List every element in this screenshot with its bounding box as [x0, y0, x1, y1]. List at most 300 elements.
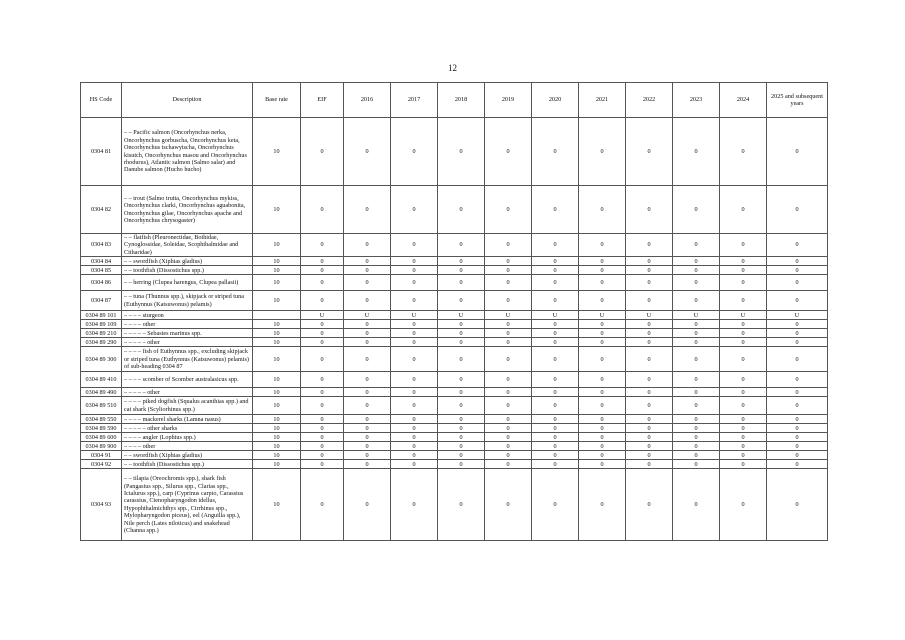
staging-rate-cell: 0 [391, 347, 438, 372]
staging-rate-cell: 0 [391, 320, 438, 329]
table-row [81, 388, 828, 397]
staging-rate-cell: 0 [720, 397, 767, 415]
staging-rate-cell: U [673, 311, 720, 320]
table-row [81, 234, 828, 257]
staging-rate-cell: 0 [344, 424, 391, 433]
staging-rate-cell: 0 [720, 388, 767, 397]
staging-rate-cell: 0 [344, 347, 391, 372]
hs-code-cell: 0304 89 600 [81, 433, 122, 442]
staging-rate-cell: 0 [532, 320, 579, 329]
staging-rate-cell: 0 [344, 415, 391, 424]
staging-rate-cell: 0 [485, 338, 532, 347]
staging-rate-cell: 0 [301, 415, 344, 424]
staging-rate-cell: 0 [673, 329, 720, 338]
staging-rate-cell: 0 [673, 388, 720, 397]
table-row [81, 338, 828, 347]
staging-rate-cell: 0 [532, 388, 579, 397]
description-cell: – – tuna (Thunnus spp.), skipjack or striped tuna (Euthynnus (Katsuwonus) pelamis) [122, 291, 253, 311]
staging-rate-cell: 0 [485, 257, 532, 266]
hs-code-cell: 0304 89 510 [81, 397, 122, 415]
staging-rate-cell: 0 [301, 257, 344, 266]
base-rate-cell: 10 [253, 424, 301, 433]
table-row [81, 424, 828, 433]
column-header: 2018 [438, 83, 485, 118]
description-cell: – – toothfish (Dissostichus spp.) [122, 266, 253, 275]
staging-rate-cell: 0 [767, 397, 828, 415]
staging-rate-cell: 0 [626, 424, 673, 433]
staging-rate-cell: U [438, 311, 485, 320]
staging-rate-cell: 0 [344, 451, 391, 460]
description-cell: – – trout (Salmo trutta, Oncorhynchus mykiss, Oncorhynchus clarki, Oncorhynchus aguabonita, Oncorhynchus gilae, Oncorhynchus apache and Oncorhynchus chrysogaster) [122, 186, 253, 234]
staging-rate-cell: U [579, 311, 626, 320]
staging-rate-cell: 0 [438, 275, 485, 291]
staging-rate-cell: 0 [767, 291, 828, 311]
staging-rate-cell: 0 [301, 433, 344, 442]
staging-rate-cell: 0 [485, 266, 532, 275]
staging-rate-cell: 0 [767, 442, 828, 451]
column-header: 2019 [485, 83, 532, 118]
staging-rate-cell: 0 [626, 320, 673, 329]
staging-rate-cell: 0 [438, 338, 485, 347]
description-cell: – – – – – other [122, 388, 253, 397]
description-cell: – – – – other [122, 320, 253, 329]
hs-code-cell: 0304 86 [81, 275, 122, 291]
hs-code-cell: 0304 81 [81, 118, 122, 186]
staging-rate-cell: 0 [344, 275, 391, 291]
staging-rate-cell: 0 [391, 186, 438, 234]
staging-rate-cell: U [626, 311, 673, 320]
staging-rate-cell: 0 [579, 451, 626, 460]
hs-code-cell: 0304 89 101 [81, 311, 122, 320]
staging-rate-cell: 0 [438, 442, 485, 451]
description-cell: – – – – other [122, 442, 253, 451]
staging-rate-cell: 0 [673, 433, 720, 442]
staging-rate-cell: 0 [438, 469, 485, 541]
staging-rate-cell: 0 [579, 388, 626, 397]
staging-rate-cell: 0 [532, 329, 579, 338]
column-header: Base rate [253, 83, 301, 118]
staging-rate-cell: 0 [344, 186, 391, 234]
staging-rate-cell: 0 [485, 275, 532, 291]
staging-rate-cell: 0 [391, 469, 438, 541]
base-rate-cell: 10 [253, 442, 301, 451]
staging-rate-cell: 0 [301, 329, 344, 338]
staging-rate-cell: 0 [532, 397, 579, 415]
staging-rate-cell: 0 [720, 469, 767, 541]
staging-rate-cell: 0 [626, 257, 673, 266]
staging-rate-cell: 0 [532, 372, 579, 388]
column-header: 2017 [391, 83, 438, 118]
staging-rate-cell: 0 [438, 372, 485, 388]
staging-rate-cell: 0 [301, 275, 344, 291]
staging-rate-cell: 0 [767, 118, 828, 186]
staging-rate-cell: 0 [532, 347, 579, 372]
base-rate-cell: 10 [253, 451, 301, 460]
staging-rate-cell: 0 [720, 118, 767, 186]
staging-rate-cell: 0 [673, 347, 720, 372]
staging-rate-cell: 0 [532, 291, 579, 311]
table-body [81, 118, 828, 541]
staging-rate-cell: 0 [673, 257, 720, 266]
staging-rate-cell: 0 [485, 460, 532, 469]
staging-rate-cell: 0 [720, 338, 767, 347]
staging-rate-cell: 0 [767, 186, 828, 234]
staging-rate-cell: 0 [767, 415, 828, 424]
staging-rate-cell: 0 [438, 397, 485, 415]
staging-rate-cell: 0 [673, 442, 720, 451]
staging-rate-cell: 0 [485, 372, 532, 388]
staging-rate-cell: 0 [532, 338, 579, 347]
hs-code-cell: 0304 87 [81, 291, 122, 311]
staging-rate-cell: 0 [720, 234, 767, 257]
staging-rate-cell: 0 [579, 433, 626, 442]
staging-rate-cell: 0 [673, 372, 720, 388]
table-row [81, 118, 828, 186]
description-cell: – – – – angler (Lophius spp.) [122, 433, 253, 442]
staging-rate-cell: 0 [532, 186, 579, 234]
staging-rate-cell: 0 [767, 338, 828, 347]
staging-rate-cell: 0 [673, 451, 720, 460]
hs-code-cell: 0304 82 [81, 186, 122, 234]
staging-rate-cell: 0 [626, 442, 673, 451]
column-header: 2021 [579, 83, 626, 118]
staging-rate-cell: 0 [673, 460, 720, 469]
staging-rate-cell: 0 [391, 266, 438, 275]
base-rate-cell: 10 [253, 118, 301, 186]
staging-rate-cell: 0 [579, 186, 626, 234]
staging-rate-cell: 0 [626, 266, 673, 275]
page-number: 12 [448, 63, 457, 73]
hs-code-cell: 0304 91 [81, 451, 122, 460]
base-rate-cell: 10 [253, 266, 301, 275]
staging-rate-cell: 0 [579, 372, 626, 388]
staging-rate-cell: 0 [301, 338, 344, 347]
base-rate-cell: 10 [253, 347, 301, 372]
staging-rate-cell: 0 [438, 329, 485, 338]
staging-rate-cell: 0 [438, 347, 485, 372]
staging-rate-cell: 0 [673, 275, 720, 291]
column-header: 2024 [720, 83, 767, 118]
staging-rate-cell: 0 [720, 451, 767, 460]
staging-rate-cell: 0 [720, 275, 767, 291]
staging-rate-cell: 0 [344, 266, 391, 275]
staging-rate-cell: 0 [532, 118, 579, 186]
hs-code-cell: 0304 89 109 [81, 320, 122, 329]
description-cell: – – swordfish (Xiphias gladius) [122, 451, 253, 460]
staging-rate-cell: 0 [673, 338, 720, 347]
hs-code-cell: 0304 84 [81, 257, 122, 266]
column-header: HS Code [81, 83, 122, 118]
staging-rate-cell: 0 [344, 469, 391, 541]
staging-rate-cell: 0 [485, 415, 532, 424]
staging-rate-cell: 0 [344, 338, 391, 347]
staging-rate-cell: 0 [626, 451, 673, 460]
hs-code-cell: 0304 92 [81, 460, 122, 469]
column-header: 2022 [626, 83, 673, 118]
staging-rate-cell: 0 [485, 469, 532, 541]
staging-rate-cell: 0 [344, 460, 391, 469]
staging-rate-cell: 0 [579, 275, 626, 291]
staging-rate-cell: 0 [579, 329, 626, 338]
staging-rate-cell: 0 [532, 415, 579, 424]
staging-rate-cell: 0 [301, 186, 344, 234]
staging-rate-cell: 0 [532, 442, 579, 451]
staging-rate-cell: 0 [767, 460, 828, 469]
table-row [81, 397, 828, 415]
staging-rate-cell: 0 [344, 372, 391, 388]
staging-rate-cell: 0 [532, 433, 579, 442]
hs-code-cell: 0304 89 590 [81, 424, 122, 433]
tariff-schedule-table [80, 82, 828, 541]
staging-rate-cell: 0 [391, 433, 438, 442]
staging-rate-cell: 0 [673, 234, 720, 257]
staging-rate-cell: 0 [532, 266, 579, 275]
hs-code-cell: 0304 83 [81, 234, 122, 257]
staging-rate-cell: 0 [720, 372, 767, 388]
table-row [81, 311, 828, 320]
staging-rate-cell: 0 [626, 372, 673, 388]
staging-rate-cell: 0 [626, 118, 673, 186]
staging-rate-cell: 0 [579, 338, 626, 347]
staging-rate-cell: 0 [767, 329, 828, 338]
staging-rate-cell: 0 [579, 291, 626, 311]
staging-rate-cell: 0 [438, 415, 485, 424]
base-rate-cell: 10 [253, 186, 301, 234]
staging-rate-cell: 0 [485, 118, 532, 186]
staging-rate-cell: 0 [344, 118, 391, 186]
staging-rate-cell: 0 [301, 266, 344, 275]
table-row [81, 291, 828, 311]
staging-rate-cell: U [767, 311, 828, 320]
staging-rate-cell: 0 [579, 397, 626, 415]
hs-code-cell: 0304 89 490 [81, 388, 122, 397]
hs-code-cell: 0304 89 900 [81, 442, 122, 451]
staging-rate-cell: 0 [344, 291, 391, 311]
staging-rate-cell: 0 [720, 266, 767, 275]
base-rate-cell: 10 [253, 469, 301, 541]
staging-rate-cell: 0 [767, 266, 828, 275]
staging-rate-cell: U [301, 311, 344, 320]
base-rate-cell: 10 [253, 433, 301, 442]
staging-rate-cell: 0 [626, 388, 673, 397]
staging-rate-cell: 0 [438, 234, 485, 257]
description-cell: – – – – – Sebastes marinus spp. [122, 329, 253, 338]
description-cell: – – – – piked dogfish (Squalus acanthias spp.) and cat shark (Scyliorhinus spp.) [122, 397, 253, 415]
base-rate-cell: 10 [253, 338, 301, 347]
staging-rate-cell: 0 [767, 347, 828, 372]
staging-rate-cell: 0 [673, 186, 720, 234]
staging-rate-cell: 0 [720, 442, 767, 451]
description-cell: – – herring (Clupea harengus, Clupea pallasii) [122, 275, 253, 291]
staging-rate-cell: 0 [673, 320, 720, 329]
table-row [81, 275, 828, 291]
staging-rate-cell: 0 [720, 291, 767, 311]
staging-rate-cell: 0 [391, 388, 438, 397]
staging-rate-cell: 0 [579, 415, 626, 424]
staging-rate-cell: 0 [626, 234, 673, 257]
staging-rate-cell: 0 [391, 451, 438, 460]
description-cell: – – – – fish of Euthynnus spp., excluding skipjack or striped tuna (Euthynnus (Katsuwonus) pelamis) of sub-heading 0304 87 [122, 347, 253, 372]
staging-rate-cell: 0 [720, 347, 767, 372]
staging-rate-cell: 0 [485, 433, 532, 442]
staging-rate-cell: 0 [767, 451, 828, 460]
staging-rate-cell: 0 [438, 118, 485, 186]
column-header: 2020 [532, 83, 579, 118]
staging-rate-cell: 0 [532, 275, 579, 291]
staging-rate-cell: 0 [579, 234, 626, 257]
hs-code-cell: 0304 89 210 [81, 329, 122, 338]
staging-rate-cell: U [485, 311, 532, 320]
staging-rate-cell: 0 [767, 424, 828, 433]
staging-rate-cell: 0 [720, 415, 767, 424]
table-row [81, 347, 828, 372]
staging-rate-cell: 0 [532, 234, 579, 257]
description-cell: – – tilapia (Oreochromis spp.), shark fish (Pangasius spp., Silurus spp., Clarias spp., Ictalurus spp.), carp (Cyprinus carpio, Carassius carassius, Ctenopharyngodon idellus, Hypophthalmichthys spp., Cirrhinus spp., Mylopharyngodon piceus), eel (Anguilla spp.), Nile perch (Lates niloticus) and snakehead (Channa spp.) [122, 469, 253, 541]
staging-rate-cell: 0 [485, 291, 532, 311]
staging-rate-cell: 0 [391, 460, 438, 469]
table-row [81, 372, 828, 388]
staging-rate-cell: 0 [485, 397, 532, 415]
staging-rate-cell: 0 [579, 347, 626, 372]
base-rate-cell: 10 [253, 460, 301, 469]
table-row [81, 320, 828, 329]
staging-rate-cell: 0 [720, 320, 767, 329]
staging-rate-cell: U [391, 311, 438, 320]
staging-rate-cell: 0 [720, 329, 767, 338]
base-rate-cell: 10 [253, 320, 301, 329]
staging-rate-cell: 0 [391, 415, 438, 424]
base-rate-cell: 10 [253, 257, 301, 266]
staging-rate-cell: 0 [391, 291, 438, 311]
staging-rate-cell: 0 [720, 186, 767, 234]
table-header-row [81, 83, 828, 118]
staging-rate-cell: 0 [485, 424, 532, 433]
staging-rate-cell: 0 [626, 433, 673, 442]
staging-rate-cell: 0 [438, 320, 485, 329]
staging-rate-cell: 0 [301, 372, 344, 388]
staging-rate-cell: 0 [767, 372, 828, 388]
staging-rate-cell: 0 [626, 291, 673, 311]
base-rate-cell: 10 [253, 397, 301, 415]
staging-rate-cell: 0 [626, 460, 673, 469]
staging-rate-cell: 0 [344, 329, 391, 338]
hs-code-cell: 0304 89 290 [81, 338, 122, 347]
staging-rate-cell: 0 [391, 372, 438, 388]
base-rate-cell: 10 [253, 372, 301, 388]
staging-rate-cell: 0 [720, 257, 767, 266]
staging-rate-cell: 0 [767, 469, 828, 541]
staging-rate-cell: 0 [344, 320, 391, 329]
staging-rate-cell: 0 [720, 460, 767, 469]
table-row [81, 186, 828, 234]
staging-rate-cell: 0 [579, 118, 626, 186]
description-cell: – – – – sturgeon [122, 311, 253, 320]
staging-rate-cell: 0 [344, 257, 391, 266]
staging-rate-cell: 0 [626, 415, 673, 424]
hs-code-cell: 0304 89 550 [81, 415, 122, 424]
staging-rate-cell: 0 [301, 451, 344, 460]
description-cell: – – – – – other sharks [122, 424, 253, 433]
description-cell: – – – – scomber of Scomber australasicus spp. [122, 372, 253, 388]
table-row [81, 329, 828, 338]
staging-rate-cell: 0 [438, 186, 485, 234]
staging-rate-cell: 0 [391, 118, 438, 186]
column-header: EIF [301, 83, 344, 118]
staging-rate-cell: 0 [485, 442, 532, 451]
staging-rate-cell: 0 [626, 329, 673, 338]
staging-rate-cell: 0 [391, 275, 438, 291]
staging-rate-cell: 0 [626, 338, 673, 347]
table-row [81, 257, 828, 266]
staging-rate-cell: 0 [579, 266, 626, 275]
staging-rate-cell: 0 [673, 415, 720, 424]
table-row [81, 451, 828, 460]
staging-rate-cell: 0 [579, 442, 626, 451]
staging-rate-cell: 0 [673, 424, 720, 433]
staging-rate-cell: 0 [438, 424, 485, 433]
staging-rate-cell: 0 [485, 347, 532, 372]
description-cell: – – flatfish (Pleuronectidae, Bothidae, Cynoglossidae, Soleidae, Scophthalmidae and Citharidae) [122, 234, 253, 257]
staging-rate-cell: 0 [391, 397, 438, 415]
table-row [81, 415, 828, 424]
staging-rate-cell: 0 [301, 291, 344, 311]
description-cell: – – – – – other [122, 338, 253, 347]
staging-rate-cell: U [532, 311, 579, 320]
staging-rate-cell: 0 [532, 469, 579, 541]
base-rate-cell: 10 [253, 234, 301, 257]
staging-rate-cell: 0 [301, 388, 344, 397]
staging-rate-cell: 0 [767, 234, 828, 257]
staging-rate-cell: 0 [626, 275, 673, 291]
staging-rate-cell: U [344, 311, 391, 320]
staging-rate-cell: 0 [344, 388, 391, 397]
staging-rate-cell: 0 [301, 234, 344, 257]
staging-rate-cell: 0 [673, 118, 720, 186]
staging-rate-cell: 0 [344, 442, 391, 451]
staging-rate-cell: 0 [391, 329, 438, 338]
staging-rate-cell: 0 [532, 257, 579, 266]
hs-code-cell: 0304 85 [81, 266, 122, 275]
staging-rate-cell: 0 [579, 460, 626, 469]
staging-rate-cell: 0 [767, 388, 828, 397]
staging-rate-cell: 0 [532, 460, 579, 469]
staging-rate-cell: 0 [301, 424, 344, 433]
staging-rate-cell: 0 [626, 347, 673, 372]
staging-rate-cell: 0 [767, 257, 828, 266]
staging-rate-cell: 0 [626, 397, 673, 415]
staging-rate-cell: 0 [485, 320, 532, 329]
table-row [81, 469, 828, 541]
staging-rate-cell: 0 [391, 424, 438, 433]
staging-rate-cell: 0 [485, 451, 532, 460]
base-rate-cell: 10 [253, 329, 301, 338]
staging-rate-cell: 0 [579, 424, 626, 433]
column-header: 2025 and subsequent years [767, 83, 828, 118]
staging-rate-cell: 0 [344, 397, 391, 415]
hs-code-cell: 0304 89 300 [81, 347, 122, 372]
staging-rate-cell: 0 [438, 460, 485, 469]
staging-rate-cell: 0 [301, 347, 344, 372]
base-rate-cell: 10 [253, 275, 301, 291]
staging-rate-cell: 0 [438, 451, 485, 460]
staging-rate-cell: 0 [301, 320, 344, 329]
table-row [81, 266, 828, 275]
staging-rate-cell: 0 [579, 320, 626, 329]
staging-rate-cell: 0 [344, 234, 391, 257]
table-row [81, 460, 828, 469]
hs-code-cell: 0304 89 410 [81, 372, 122, 388]
staging-rate-cell: 0 [391, 257, 438, 266]
